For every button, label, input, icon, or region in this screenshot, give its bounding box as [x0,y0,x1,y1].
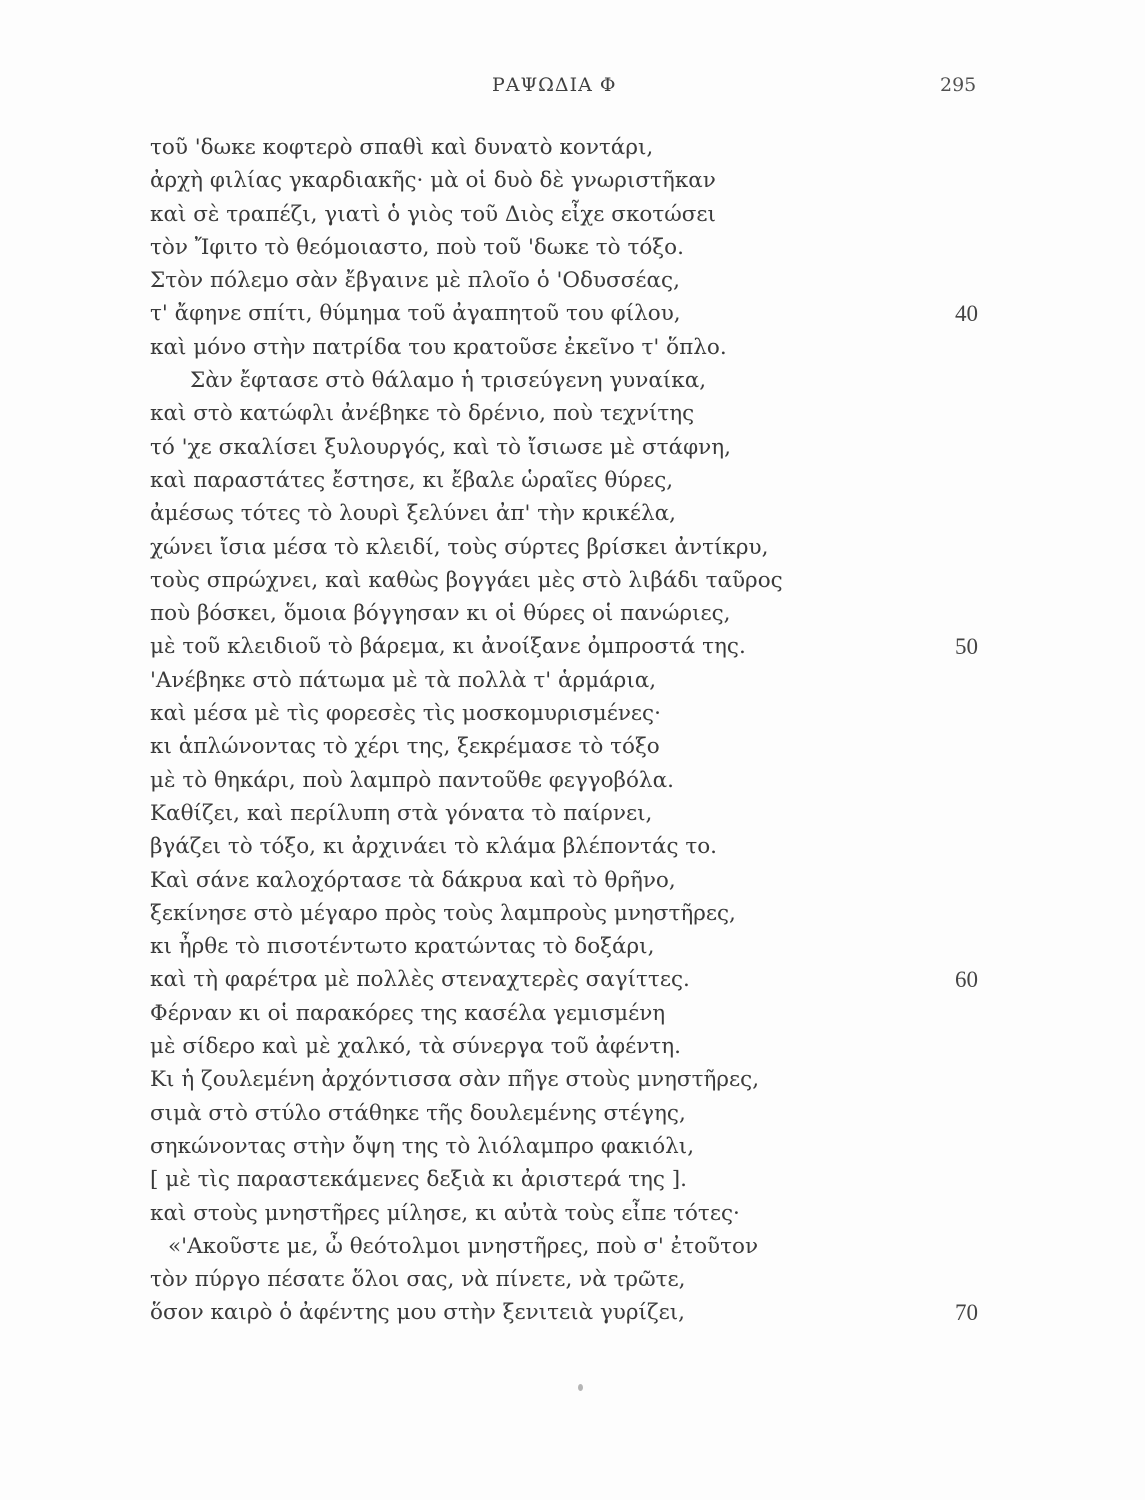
verse-text: βγάζει τὸ τόξο, κι ἀρχινάει τὸ κλάμα βλέποντάς το. [150,834,718,860]
verse-line [150,297,1000,330]
verse-text: κι ἦρθε τὸ πισοτέντωτο κρατώντας τὸ δοξάρι, [150,934,655,960]
verse-line [150,830,1000,863]
verse-text: μὲ τοῦ κλειδιοῦ τὸ βάρεμα, κι ἀνοίξανε ὀμπροστά της. [150,634,746,660]
verse-text: τὸν πύργο πέσατε ὅλοι σας, νὰ πίνετε, νὰ τρῶτε, [150,1267,686,1293]
verse-text: καὶ μόνο στὴν πατρίδα του κρατοῦσε ἐκεῖνο τ' ὅπλο. [150,334,727,360]
verse-text: καὶ στὸ κατώφλι ἀνέβηκε τὸ δρένιο, ποὺ τεχνίτης [150,401,695,427]
verse-text: κι ἁπλώνοντας τὸ χέρι της, ξεκρέμασε τὸ τόξο [150,734,660,760]
page-number: 295 [940,74,977,96]
verse-text: [ μὲ τὶς παραστεκάμενες δεξιὰ κι ἀριστερά της ]. [150,1167,688,1193]
verse-line [150,930,1000,963]
verse-text: ξεκίνησε στὸ μέγαρο πρὸς τοὺς λαμπροὺς μνηστῆρες, [150,900,736,926]
verse-line [150,364,1000,397]
verse-text: Φέρναν κι οἱ παρακόρες της κασέλα γεμισμένη [150,1000,666,1026]
verse-text: χώνει ἴσια μέσα τὸ κλειδί, τοὺς σύρτες βρίσκει ἀντίκρυ, [150,534,769,560]
verse-line [150,897,1000,930]
verse-line [150,997,1000,1030]
verse-text: ἀρχὴ φιλίας γκαρδιακῆς· μὰ οἱ δυὸ δὲ γνωριστῆκαν [150,168,716,194]
verse-text: ποὺ βόσκει, ὅμοια βόγγησαν κι οἱ θύρες οἱ πανώριες, [150,601,731,627]
verse-text: τ' ἄφηνε σπίτι, θύμημα τοῦ ἀγαπητοῦ του φίλου, [150,301,681,327]
verse-text: «'Ακοῦστε με, ὦ θεότολμοι μνηστῆρες, ποὺ σ' ἐτοῦτον [168,1233,759,1259]
line-number: 40 [955,301,978,327]
verse-line [150,231,1000,264]
verse-line [150,131,1000,164]
verse-line [150,464,1000,497]
poem-text [150,131,1000,1330]
verse-text: ὅσον καιρὸ ὁ ἀφέντης μου στὴν ξενιτειὰ γυρίζει, [150,1300,686,1326]
verse-text: Στὸν πόλεμο σὰν ἔβγαινε μὲ πλοῖο ὁ 'Οδυσσέας, [150,268,680,294]
verse-line [150,164,1000,197]
verse-line [150,1296,1000,1329]
verse-line [150,963,1000,996]
verse-text: Κι ἡ ζουλεμένη ἀρχόντισσα σὰν πῆγε στοὺς μνηστῆρες, [150,1067,760,1093]
verse-line [150,864,1000,897]
verse-line [150,730,1000,763]
verse-text: Καὶ σάνε καλοχόρτασε τὰ δάκρυα καὶ τὸ θρῆνο, [150,867,676,893]
verse-text: σιμὰ στὸ στύλο στάθηκε τῆς δουλεμένης στέγης, [150,1100,686,1126]
verse-line [150,564,1000,597]
verse-line [150,597,1000,630]
line-number: 70 [955,1300,978,1326]
running-head [0,74,1145,104]
verse-line [150,331,1000,364]
verse-line [150,198,1000,231]
verse-text: ἀμέσως τότες τὸ λουρὶ ξελύνει ἀπ' τὴν κρικέλα, [150,501,676,527]
verse-line [150,497,1000,530]
verse-line [150,697,1000,730]
verse-line [150,664,1000,697]
verse-line [150,1130,1000,1163]
verse-line [150,264,1000,297]
verse-text: καὶ παραστάτες ἔστησε, κι ἔβαλε ὡραῖες θύρες, [150,467,674,493]
verse-line [150,397,1000,430]
verse-text: 'Ανέβηκε στὸ πάτωμα μὲ τὰ πολλὰ τ' ἁρμάρια, [150,667,657,693]
ink-speck [578,1384,583,1391]
verse-text: καὶ τὴ φαρέτρα μὲ πολλὲς στεναχτερὲς σαγίττες. [150,967,690,993]
verse-text: καὶ στοὺς μνηστῆρες μίλησε, κι αὐτὰ τοὺς εἶπε τότες· [150,1200,740,1226]
verse-line [150,531,1000,564]
verse-line [150,1063,1000,1096]
line-number: 60 [955,967,978,993]
verse-text: μὲ τὸ θηκάρι, ποὺ λαμπρὸ παντοῦθε φεγγοβόλα. [150,767,674,793]
verse-line [150,764,1000,797]
verse-text: καὶ μέσα μὲ τὶς φορεσὲς τὶς μοσκομυρισμένες· [150,701,661,727]
verse-line [150,1097,1000,1130]
verse-line [150,797,1000,830]
verse-text: καὶ σὲ τραπέζι, γιατὶ ὁ γιὸς τοῦ Διὸς εἶχε σκοτώσει [150,201,716,227]
chapter-title: ΡΑΨΩΔΙΑ Φ [492,74,617,96]
verse-text: μὲ σίδερο καὶ μὲ χαλκό, τὰ σύνεργα τοῦ ἀφέντη. [150,1034,681,1060]
verse-line [150,1197,1000,1230]
verse-line [150,1263,1000,1296]
verse-line [150,630,1000,663]
verse-line [150,431,1000,464]
verse-line [150,1163,1000,1196]
verse-text: τοὺς σπρώχνει, καὶ καθὼς βογγάει μὲς στὸ λιβάδι ταῦρος [150,567,783,593]
line-number: 50 [955,634,978,660]
verse-text: Καθίζει, καὶ περίλυπη στὰ γόνατα τὸ παίρνει, [150,800,653,826]
verse-text: τὸν Ἴφιτο τὸ θεόμοιαστο, ποὺ τοῦ 'δωκε τὸ τόξο. [150,234,684,260]
verse-line [150,1030,1000,1063]
verse-text: τό 'χε σκαλίσει ξυλουργός, καὶ τὸ ἴσιωσε μὲ στάφνη, [150,434,731,460]
verse-text: Σὰν ἔφτασε στὸ θάλαμο ἡ τρισεύγενη γυναίκα, [190,368,707,394]
verse-text: τοῦ 'δωκε κοφτερὸ σπαθὶ καὶ δυνατὸ κοντάρι, [150,135,654,160]
verse-line [150,1230,1000,1263]
verse-text: σηκώνοντας στὴν ὄψη της τὸ λιόλαμπρο φακιόλι, [150,1133,695,1159]
